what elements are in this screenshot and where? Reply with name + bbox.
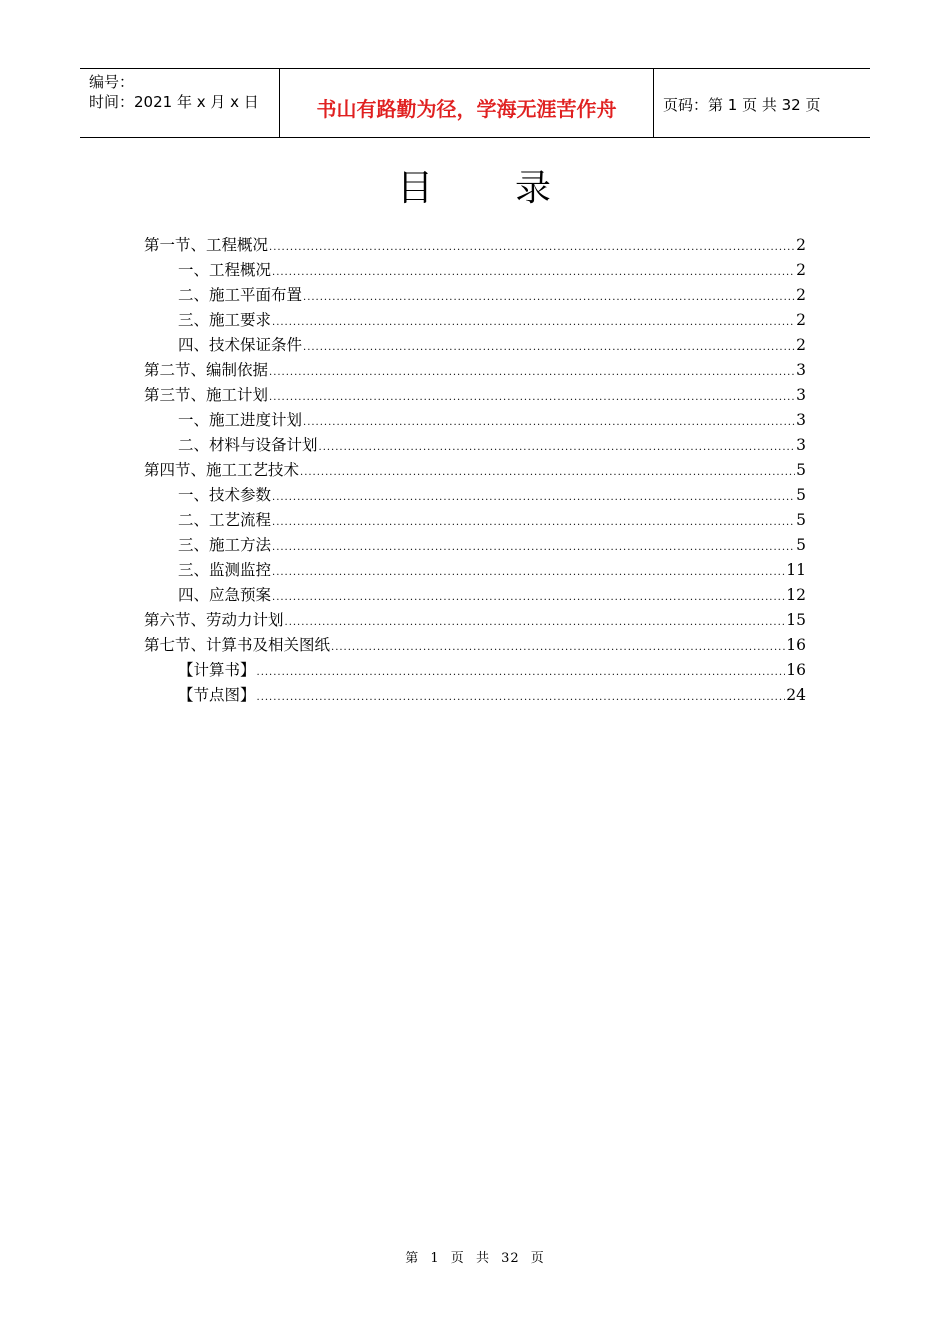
toc-leader-dots (272, 585, 785, 610)
footer-word: 页 (530, 1251, 545, 1266)
toc-entry[interactable] (144, 558, 806, 583)
toc-entry-page: 3 (796, 436, 806, 454)
toc-entry-page: 2 (796, 261, 806, 279)
toc-entry[interactable] (144, 358, 806, 383)
toc-entry-page: 3 (796, 361, 806, 379)
toc-entry-label: 二、材料与设备计划 (178, 436, 318, 454)
toc-entry-label: 二、工艺流程 (178, 511, 272, 529)
toc-entry[interactable] (144, 383, 806, 408)
toc-entry[interactable] (144, 533, 806, 558)
document-title (0, 160, 950, 211)
toc-entry-label: 【节点图】 (178, 686, 256, 704)
toc-leader-dots (257, 685, 786, 710)
toc-entry[interactable] (144, 433, 806, 458)
toc-entry-label: 二、施工平面布置 (178, 286, 303, 304)
toc-entry-page: 12 (786, 586, 806, 604)
toc-leader-dots (272, 560, 785, 585)
toc-entry[interactable] (144, 608, 806, 633)
page-footer (0, 1247, 950, 1266)
toc-entry[interactable] (144, 258, 806, 283)
header-meta (80, 69, 280, 137)
toc-entry-label: 四、技术保证条件 (178, 336, 303, 354)
toc-entry[interactable] (144, 458, 806, 483)
toc-entry-label: 第一节、工程概况 (144, 236, 269, 254)
toc-entry-page: 2 (796, 236, 806, 254)
toc-leader-dots (272, 310, 795, 335)
toc-entry-label: 三、监测监控 (178, 561, 272, 579)
toc-leader-dots (303, 285, 795, 310)
toc-entry-page: 3 (796, 411, 806, 429)
toc-entry-label: 第六节、劳动力计划 (144, 611, 284, 629)
toc-entry[interactable] (144, 408, 806, 433)
toc-entry-page: 2 (796, 336, 806, 354)
footer-word: 共 (475, 1251, 490, 1266)
toc-leader-dots (285, 610, 786, 635)
toc-leader-dots (269, 385, 795, 410)
toc-entry-label: 三、施工方法 (178, 536, 272, 554)
title-char-2: 录 (515, 168, 554, 209)
toc-leader-dots (303, 410, 795, 435)
toc-leader-dots (272, 485, 795, 510)
toc-entry-page: 5 (796, 486, 806, 504)
toc-entry[interactable] (144, 233, 806, 258)
toc-entry-label: 第三节、施工计划 (144, 386, 269, 404)
toc-entry-label: 第四节、施工工艺技术 (144, 461, 300, 479)
toc-entry-page: 3 (796, 386, 806, 404)
toc-entry-page: 5 (796, 461, 806, 479)
toc-entry-page: 16 (786, 636, 806, 654)
header-motto: 书山有路勤为径，学海无涯苦作舟 (280, 69, 654, 137)
date-label: 时间：2021 年 x 月 x 日 (89, 93, 259, 111)
toc-entry-page: 11 (786, 561, 806, 579)
toc-entry[interactable] (144, 333, 806, 358)
toc-leader-dots (272, 535, 795, 560)
toc-entry-page: 15 (786, 611, 806, 629)
toc-leader-dots (257, 660, 786, 685)
toc-entry-label: 四、应急预案 (178, 586, 272, 604)
toc-entry[interactable] (144, 483, 806, 508)
toc-entry-page: 5 (796, 536, 806, 554)
header-page-info: 页码：第 1 页 共 32 页 (663, 95, 821, 114)
toc-entry[interactable] (144, 508, 806, 533)
table-of-contents (144, 233, 806, 708)
toc-leader-dots (319, 435, 796, 460)
toc-entry-label: 一、技术参数 (178, 486, 272, 504)
toc-entry-page: 2 (796, 286, 806, 304)
toc-entry-page: 24 (786, 686, 806, 704)
toc-leader-dots (300, 460, 795, 485)
toc-entry-label: 第七节、计算书及相关图纸 (144, 636, 331, 654)
toc-entry-label: 一、工程概况 (178, 261, 272, 279)
toc-leader-dots (272, 260, 795, 285)
toc-entry[interactable] (144, 283, 806, 308)
toc-entry-page: 16 (786, 661, 806, 679)
footer-word: 第 (405, 1251, 420, 1266)
footer-total-pages: 32 (501, 1251, 520, 1266)
toc-entry-label: 一、施工进度计划 (178, 411, 303, 429)
toc-entry[interactable] (144, 683, 806, 708)
toc-entry[interactable] (144, 633, 806, 658)
toc-leader-dots (303, 335, 795, 360)
toc-entry[interactable] (144, 583, 806, 608)
page-header (80, 68, 870, 138)
toc-leader-dots (272, 510, 795, 535)
toc-entry-page: 5 (796, 511, 806, 529)
toc-entry-label: 【计算书】 (178, 661, 256, 679)
toc-entry-label: 第二节、编制依据 (144, 361, 269, 379)
toc-entry[interactable] (144, 308, 806, 333)
toc-leader-dots (269, 360, 795, 385)
toc-leader-dots (269, 235, 795, 260)
toc-entry-page: 2 (796, 311, 806, 329)
title-char-1: 目 (396, 168, 435, 209)
toc-entry-label: 三、施工要求 (178, 311, 272, 329)
serial-label: 编号： (89, 73, 135, 91)
footer-current-page: 1 (430, 1251, 440, 1266)
toc-entry[interactable] (144, 658, 806, 683)
footer-word: 页 (450, 1251, 465, 1266)
toc-leader-dots (331, 635, 785, 660)
